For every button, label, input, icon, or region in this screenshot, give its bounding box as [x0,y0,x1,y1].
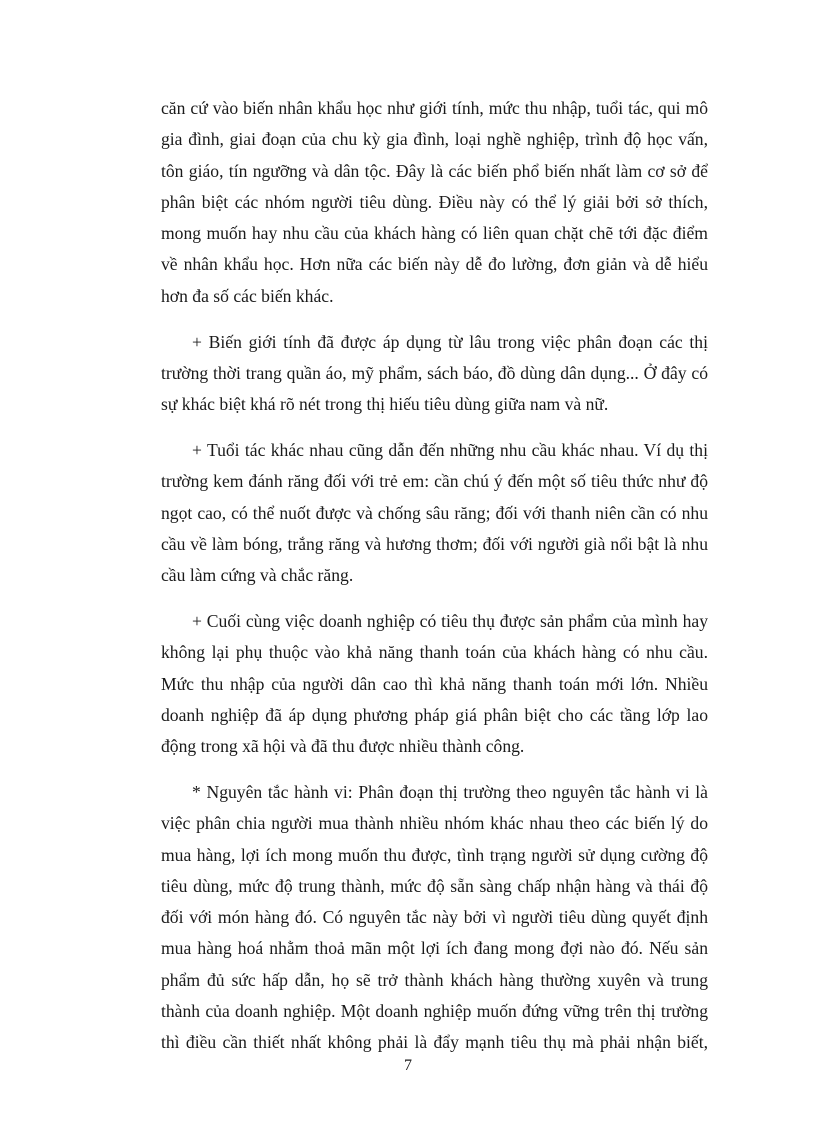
text-line: + Cuối cùng việc doanh nghiệp có tiêu thụ được sản phẩm của mình hay [192,610,708,631]
text-line: cầu làm cứng và chắc răng. [161,565,354,586]
text-line: thì điều cần thiết nhất không phải là đẩy mạnh tiêu thụ mà phải nhận biết, [161,1032,708,1053]
text-line: đối với món hàng đó. Có nguyên tắc này bởi vì người tiêu dùng quyết định [161,907,708,928]
text-line: + Tuổi tác khác nhau cũng dẫn đến những nhu cầu khác nhau. Ví dụ thị [192,439,708,460]
text-line: trường kem đánh răng đối với trẻ em: cần chú ý đến một số tiêu thức như độ [161,471,708,492]
paragraph [161,777,708,1059]
text-line: về nhân khẩu học. Hơn nữa các biến này dễ đo lường, đơn giản và dễ hiểu [161,254,708,275]
text-line: mua hàng, lợi ích mong muốn thu được, tình trạng người sử dụng cường độ [161,844,708,865]
document-body [161,93,708,1059]
text-line: + Biến giới tính đã được áp dụng từ lâu trong việc phân đoạn các thị [192,331,708,352]
paragraph [161,606,708,762]
text-line: gia đình, giai đoạn của chu kỳ gia đình, loại nghề nghiệp, trình độ học vấn, [161,129,708,150]
text-line: phẩm đủ sức hấp dẫn, họ sẽ trở thành khách hàng thường xuyên và trung [161,969,708,990]
paragraph-gap [161,420,708,435]
paragraph [161,435,708,591]
text-line: thành của doanh nghiệp. Một doanh nghiệp muốn đứng vững trên thị trường [161,1001,708,1022]
text-line: việc phân chia người mua thành nhiều nhóm khác nhau theo các biến lý do [161,813,708,834]
paragraph-gap [161,762,708,777]
paragraph [161,93,708,312]
page-number: 7 [404,1057,412,1074]
text-line: tiêu dùng, mức độ trung thành, mức độ sẵn sàng chấp nhận hàng và thái độ [161,875,708,896]
text-line: cầu về làm bóng, trắng răng và hương thơm; đối với người già nổi bật là nhu [161,533,708,554]
text-line: Mức thu nhập của người dân cao thì khả năng thanh toán mới lớn. Nhiều [161,673,708,694]
text-line: mong muốn hay nhu cầu của khách hàng có liên quan chặt chẽ tới đặc điểm [161,223,708,244]
text-line: * Nguyên tắc hành vi: Phân đoạn thị trường theo nguyên tắc hành vi là [192,781,708,802]
text-line: không lại phụ thuộc vào khả năng thanh toán của khách hàng có nhu cầu. [161,642,708,663]
paragraph-gap [161,591,708,606]
text-line: hơn đa số các biến khác. [161,285,334,306]
text-line: ngọt cao, có thể nuốt được và chống sâu răng; đối với thanh niên cần có nhu [161,502,708,523]
text-line: tôn giáo, tín ngưỡng và dân tộc. Đây là các biến phổ biến nhất làm cơ sở để [161,160,708,181]
text-line: trường thời trang quần áo, mỹ phẩm, sách báo, đồ dùng dân dụng... Ở đây có [161,362,708,383]
text-line: sự khác biệt khá rõ nét trong thị hiếu tiêu dùng giữa nam và nữ. [161,394,609,415]
text-line: doanh nghiệp đã áp dụng phương pháp giá phân biệt cho các tầng lớp lao [161,704,708,725]
paragraph [161,327,708,421]
text-line: mua hàng hoá nhằm thoả mãn một lợi ích đang mong đợi nào đó. Nếu sản [161,938,708,959]
text-line: phân biệt các nhóm người tiêu dùng. Điều này có thể lý giải bởi sở thích, [161,191,708,212]
paragraph-gap [161,312,708,327]
text-line: căn cứ vào biến nhân khẩu học như giới tính, mức thu nhập, tuổi tác, qui mô [161,98,708,118]
text-line: động trong xã hội và đã thu được nhiều thành công. [161,736,525,757]
